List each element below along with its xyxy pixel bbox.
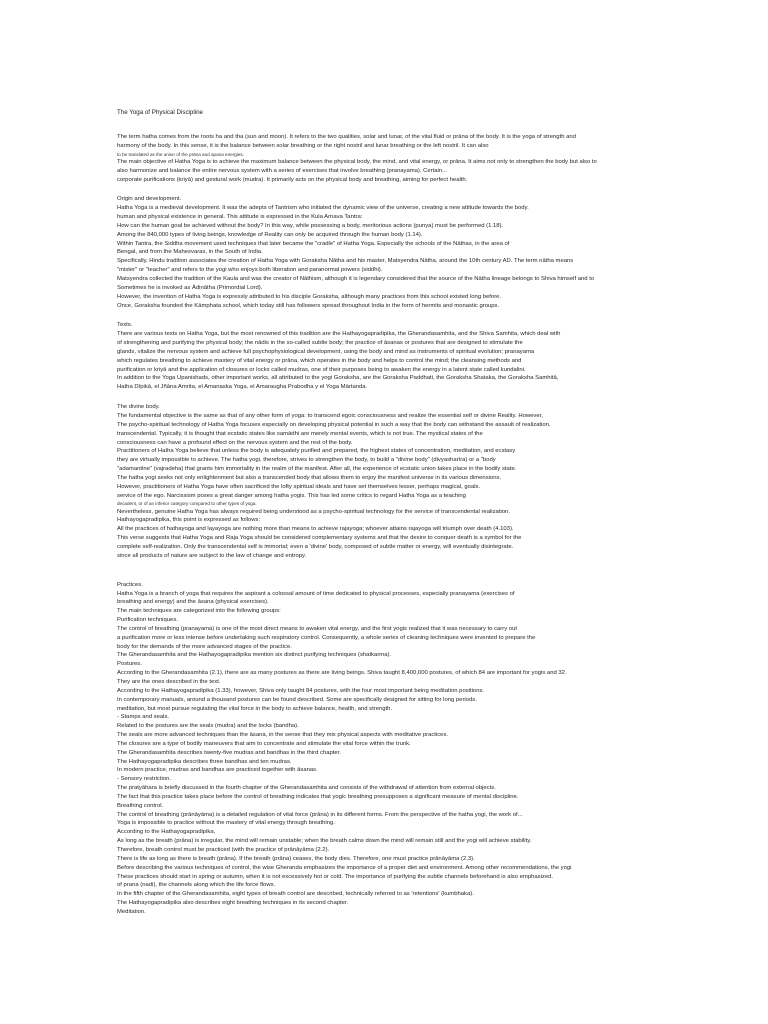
document-page <box>117 108 665 928</box>
text-line: Hatha Dīpikā, el Jñāna Amrita, el Amanaska Yoga, el Amaraugha Prabodha y el Yoga Mārtanda. <box>117 384 368 391</box>
text-line: body for the demands of the more advanced stages of the practice. <box>117 643 292 650</box>
text-line: The hatha yogi seeks not only enlightenment but also a transcended body that allows them to enjoy the manifest universe in its various dimensions. <box>117 474 502 481</box>
text-line: breathing and energy) and the āsana (physical exercises). <box>117 599 269 606</box>
text-line: Sometimes he is invoked as Ādinātha (Primordial Lord). <box>117 284 263 291</box>
text-line: Meditation. <box>117 908 146 915</box>
text-line: - Sensory restriction. <box>117 776 172 783</box>
text-line: As long as the breath (prāna) is irregular, the mind will remain unstable; when the breath calms down the mind will remain still and the yogi will achieve stability. <box>117 838 532 845</box>
document-title: The Yoga of Physical Discipline <box>117 109 203 116</box>
text-line: Among the 840,000 types of living beings, knowledge of Reality can only be acquired through the human body (1.14). <box>117 231 423 238</box>
text-line: service of the ego. Narcissism poses a great danger among hatha yogis. This has led some critics to regard Hatha Yoga as a teaching <box>117 492 466 499</box>
text-line: transcendental. Typically, it is thought that ecstatic states like samādhi are merely mental events, which is not true. The mystical states of the <box>117 430 483 437</box>
text-line: The divine body. <box>117 404 160 411</box>
text-line: complete self-realization. Only the transcendental self is immortal; even a 'divine' body, composed of subtle matter or energy, will eventually disintegrate. <box>117 544 514 550</box>
text-line: The fact that this practice takes place before the control of breathing indicates that yogic breathing presupposes a significant measure of mental discipline. <box>117 793 519 800</box>
text-line: The main objective of Hatha Yoga is to achieve the maximum balance between the physical body, the mind, and vital energy, or prāna. It aims not only to strengthen the body but also to <box>117 158 597 165</box>
text-line: human and physical existence in general. This attitude is expressed in the Kula Arnava Tantra: <box>117 214 363 221</box>
text-line: "mister" or "teacher" and refers to the yogi who enjoys both liberation and paranormal powers (siddhi). <box>117 267 383 274</box>
text-line: The control of breathing (pranayama) is one of the most direct means to awaken vital energy, and the first yogis realized that it was necessary to carry out <box>117 625 517 632</box>
text-line: The Gherandasamhita and the Hathayogapradipika mention six distinct purifying techniques (shatkarma). <box>117 652 392 659</box>
section-gap <box>117 572 665 581</box>
text-line: Hatha Yoga is a branch of yoga that requires the aspirant a colossal amount of time dedicated to physical processes, especially pranayama (exercises of <box>117 590 515 597</box>
text-line: The seals are more advanced techniques than the āsana, in the sense that they mix physical aspects with meditative practices. <box>117 732 449 739</box>
text-line: The fundamental objective is the same as that of any other form of yoga: to transcend egoic consciousness and realize the essential self or divine Reality. However, <box>117 412 543 419</box>
text-line: The Hathayogapradipika describes three bandhas and ten mudras. <box>117 758 292 765</box>
text-line: The term hatha comes from the roots ha and tha (sun and moon). It refers to the two qualities, solar and lunar, of the vital fluid or prāna of the body. It is the yoga of strength and <box>117 134 576 140</box>
text-line: they are virtually impossible to achieve. The hatha yogi, therefore, strives to strengthen the body, to build a "divine body" (divyasharīra) or a "body <box>117 457 496 464</box>
text-line: purification or kriyā and the application of closures or locks called mudras, one of their purposes being to awaken the energy in a latent state called kundalini. <box>117 366 526 373</box>
text-line: - Stamps and seals. <box>117 714 170 721</box>
text-line: The main techniques are categorized into the following groups: <box>117 608 281 615</box>
text-line: They are the ones described in the text. <box>117 678 221 685</box>
text-line: These practices should start in spring or autumn, when it is not excessively hot or cold. The importance of purifying the subtle channels beforehand is also emphasized. <box>117 873 554 880</box>
text-line: Bengal, and from the Mahesvaras, in the South of India. <box>117 249 263 256</box>
text-line: also harmonize and balance the entire nervous system with a series of exercises that involve breathing (pranayama). Certain... <box>117 167 448 174</box>
text-line: The Gherandasamhita describes twenty-five mudras and bandhas in the third chapter. <box>117 749 341 756</box>
document-body <box>117 133 665 917</box>
text-line: How can the human goal be achieved without the body? In this way, while possessing a body, meritorious actions (punya) must be performed (1.18). <box>117 222 504 229</box>
text-line: Yoga is impossible to practice without the mastery of vital energy through breathing. <box>117 820 335 827</box>
text-line: glands, vitalize the nervous system and achieve full psychophysiological development, using the body and mind as instruments of spiritual evolution; pranayama <box>117 348 535 355</box>
text-line: Specifically, Hindu tradition associates the creation of Hatha Yoga with Goraksha Nātha and his master, Matsyendra Nātha, around the 10th century AD. The term nātha means <box>117 258 574 265</box>
text-section <box>117 133 665 184</box>
text-line: consciousness can have a profound effect on the nervous system and the rest of the body. <box>117 439 353 446</box>
text-section <box>117 581 665 917</box>
text-section <box>117 403 665 561</box>
text-line: There is life as long as there is breath (prāna). If the breath (prāna) ceases, the body dies. Therefore, one must practice prānāyāma (2.3). <box>117 855 475 862</box>
text-line: to be translated as the union of the prāna and apana energies. <box>117 151 244 157</box>
text-line: Purification techniques. <box>117 617 178 624</box>
text-line: Texts. <box>117 322 133 329</box>
text-line: "adamantine" (vajradeha) that grants him immortality in the realm of the manifest. After all, the experience of ecstatic union takes place in the bodily state. <box>117 466 517 473</box>
text-line: In addition to the Yoga Upanishads, other important works, all attributed to the yogi Goraksha, are the Goraksha Paddhati, the Goraksha Shataka, the Goraksha Samhitā, <box>117 375 559 382</box>
text-line: All the practices of hathayoga and layayoga are nothing more than means to achieve rajayoga; whoever attains rajayoga will triumph over death (4.103). <box>117 526 514 533</box>
text-line: The Hathayogapradipika also describes eight breathing techniques in its second chapter. <box>117 900 349 907</box>
text-line: The pratyāhara is briefly discussed in the fourth chapter of the Gherandasamhita and consists of the withdrawal of attention from external objects. <box>117 785 496 792</box>
text-line: Nevertheless, genuine Hatha Yoga has always required being understood as a psycho-spiritual technology for the service of transcendental realization. <box>117 508 510 515</box>
text-line: Origin and development. <box>117 196 182 203</box>
text-section <box>117 321 665 392</box>
text-line: Before describing the various techniques of control, the wise Gheranda emphasizes the importance of a proper diet and environment. Among other recommendations, the yogi <box>117 864 572 871</box>
text-line: corporate purifications (kriyā) and gestural work (mudra). It primarily acts on the physical body and breathing, aiming for perfect health. <box>117 176 468 183</box>
text-section <box>117 195 665 310</box>
text-line: Practitioners of Hatha Yoga believe that unless the body is adequately purified and prepared, the highest states of concentration, meditation, and ecstasy <box>117 448 516 455</box>
text-line: Practices. <box>117 581 143 588</box>
text-line: of strengthening and purifying the physical body; the nādis in the so-called subtle body; the practice of āsanas or postures that are designed to stimulate the <box>117 340 523 347</box>
text-line: since all products of nature are subject to the law of change and entropy. <box>117 552 307 559</box>
text-line: Matsyendra collected the tradition of the Kaula and was the creator of Nāthism, although it is legendary considered that the source of the Nātha lineage belongs to Shiva himself and to <box>117 276 595 283</box>
text-line: Postures. <box>117 661 142 668</box>
text-line: In the fifth chapter of the Gherandasamhita, eight types of breath control are described, technically referred to as 'retentions' (kumbhaka). <box>117 891 474 898</box>
text-line: However, the invention of Hatha Yoga is expressly attributed to his disciple Goraksha, although many practices from this school existed long before. <box>117 293 502 300</box>
text-line: Therefore, breath control must be practiced (with the practice of prānāyāma (2.2). <box>117 847 330 853</box>
text-line: which regulates breathing to achieve mastery of vital energy or prāna, which operates in the body and helps to control the mind; the cleansing methods and <box>117 357 522 364</box>
text-line: In modern practice, mudras and bandhas are practiced together with āsanas. <box>117 767 318 774</box>
text-line: of prana (nadi), the channels along which the life force flows. <box>117 882 276 889</box>
text-line: There are various texts on Hatha Yoga, but the most renowned of this tradition are the Hathayogapradipika, the Gherandasamhita, and the Shiva Samhita, which deal with <box>117 331 561 338</box>
text-line: However, practitioners of Hatha Yoga have often sacrificed the lofty spiritual ideals and have set themselves lesser, perhaps magical, goals. <box>117 483 481 490</box>
text-line: This verse suggests that Hatha Yoga and Raja Yoga should be considered complementary systems and that the desire to conquer death is a symbol for the <box>117 535 522 542</box>
text-line: Hatha Yoga is a medieval development. It was the adepts of Tantrism who initiated the dynamic view of the universe, creating a new attitude towards the body. <box>117 205 529 212</box>
text-line: The closures are a type of bodily maneuvers that aim to concentrate and stimulate the vital force within the trunk. <box>117 740 411 747</box>
text-line: decadent, or of an inferior category compared to other types of yoga. <box>117 501 257 507</box>
text-line: a purification more or less intense before undertaking such respiratory control. Consequently, a whole series of cleaning techniques were invented to prepare the <box>117 634 536 641</box>
text-line: Within Tantra, the Siddha movement used techniques that later became the "cradle" of Hatha Yoga. Especially the schools of the Nāthas, in the area of <box>117 240 510 247</box>
text-line: meditation, but most pursue regulating the vital force in the body to achieve balance, health, and strength. <box>117 705 393 712</box>
text-line: Once, Goraksha founded the Kāmphata school, which today still has followers spread throughout India in the form of hermits and monastic groups. <box>117 302 500 309</box>
text-line: Breathing control. <box>117 802 164 809</box>
text-line: Related to the postures are the seals (mudra) and the locks (bandha). <box>117 723 299 730</box>
text-line: The psycho-spiritual technology of Hatha Yoga focuses especially on developing physical potential in such a way that the body can withstand the assault of realization. <box>117 421 551 428</box>
text-line: According to the Gherandasamhita (2.1), there are as many postures as there are living beings. Shiva taught 8,400,000 postures, of which 84 are important for yogis and 32. <box>117 670 567 677</box>
text-line: The control of breathing (prānāyāma) is a detailed regulation of vital force (prāna) in its different forms. From the perspective of the hatha yogi, the work of... <box>117 811 523 818</box>
text-line: harmony of the body. In this sense, it is the balance between solar breathing or the right nostril and lunar breathing or the left nostril. It can also <box>117 142 489 149</box>
text-line: Hathayogapradipika, this point is expressed as follows: <box>117 517 261 524</box>
text-line: In contemporary manuals, around a thousand postures can be found described. Some are specifically designed for sitting for long periods. <box>117 696 477 703</box>
text-line: According to the Hathayogapradipika (1.33), however, Shiva only taught 84 postures, with the four most important being meditation positions. <box>117 687 485 694</box>
text-line: According to the Hathayogapradipika, <box>117 829 216 836</box>
